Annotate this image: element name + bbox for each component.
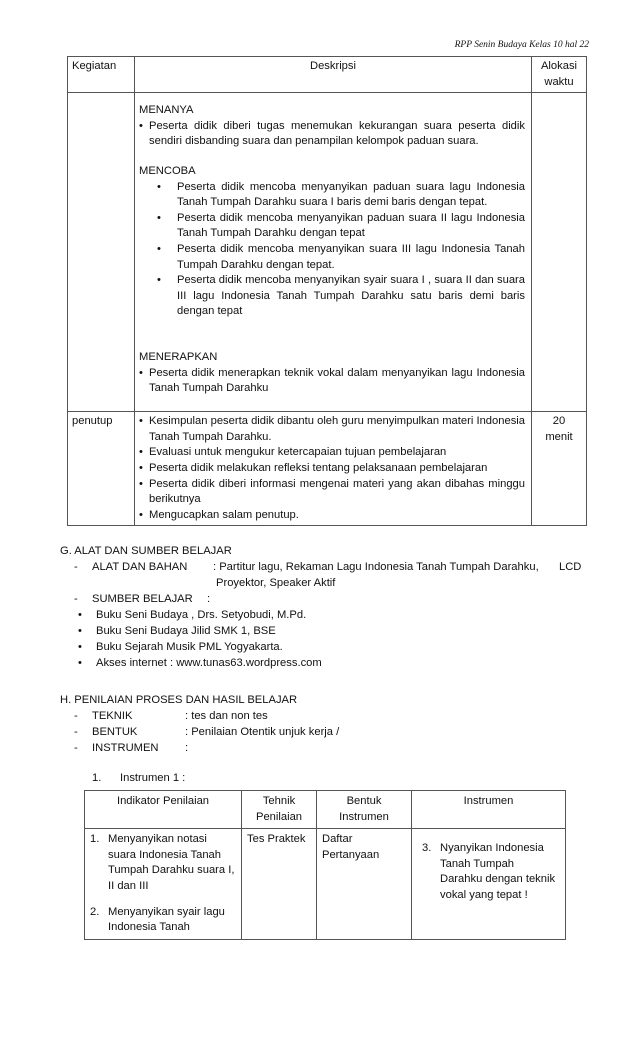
instrumen-label: INSTRUMEN	[92, 742, 159, 754]
list-item: • Peserta didik mencoba menyanyikan paduan suara II lagu Indonesia Tanah Tumpah Darahku dengan tepat	[157, 211, 525, 240]
list-item: 1. Menyanyikan notasi suara Indonesia Tanah Tumpah Darahku suara I, II dan III	[90, 833, 235, 892]
sumber-colon: :	[207, 593, 211, 605]
bullet-icon: •	[78, 609, 82, 621]
alokasi-unit: menit	[545, 430, 573, 443]
list-item: • Peserta didik mencoba menyanyikan suara III lagu Indonesia Tanah Tumpah Darahku dengan tepat.	[157, 242, 525, 271]
assessment-header	[85, 791, 566, 829]
header-instrumen: Instrumen	[412, 791, 566, 829]
alokasi-number: 20	[552, 415, 566, 428]
header-indikator: Indikator Penilaian	[85, 791, 242, 829]
source-item: Akses internet : www.tunas63.wordpress.com	[96, 657, 322, 669]
instrumen-value: :	[185, 742, 189, 754]
dash-icon: -	[74, 742, 78, 754]
alat-value-1b: LCD	[559, 561, 582, 573]
activity-row-inti	[68, 93, 587, 412]
menanya-title: MENANYA	[139, 104, 194, 117]
activity-row-penutup	[68, 412, 587, 526]
dash-icon: -	[74, 561, 78, 573]
instrumen-list	[422, 841, 557, 903]
list-item: • Peserta didik mencoba menyanyikan syair suara I , suara II dan suara III lagu Indonesia Tanah Tumpah Darahku satu baris demi baris dengan tepat	[157, 274, 525, 318]
page-header: RPP Senin Budaya Kelas 10 hal 22	[454, 40, 589, 50]
activity-table-header	[68, 57, 587, 93]
alat-label: ALAT DAN BAHAN	[92, 561, 188, 573]
bullet-icon: •	[78, 657, 82, 669]
header-alokasi: Alokasi waktu	[532, 57, 587, 93]
list-item: • Kesimpulan peserta didik dibantu oleh guru menyimpulkan materi Indonesia Tanah Tumpah Darahku.	[139, 415, 525, 443]
activity-table	[67, 56, 587, 526]
menanya-list	[139, 119, 525, 150]
source-item: Buku Seni Budaya , Drs. Setyobudi, M.Pd.	[96, 609, 307, 621]
bentuk-label: BENTUK	[92, 726, 138, 738]
section-g-title: G. ALAT DAN SUMBER BELAJAR	[60, 545, 232, 557]
header-kegiatan: Kegiatan	[68, 57, 135, 93]
bentuk-cell: Daftar Pertanyaan	[317, 829, 412, 940]
teknik-value: : tes dan non tes	[185, 710, 268, 722]
assessment-row	[85, 829, 566, 940]
list-item: • Peserta didik menerapkan teknik vokal dalam menyanyikan lagu Indonesia Tanah Tumpah Darahku	[139, 366, 525, 395]
alat-value-2: Proyektor, Speaker Aktif	[216, 577, 336, 589]
bullet-icon: •	[78, 641, 82, 653]
section-h-title: H. PENILAIAN PROSES DAN HASIL BELAJAR	[60, 694, 298, 706]
list-item: • Peserta didik diberi tugas menemukan kekurangan suara peserta didik sendiri disbanding suara dan penampilan kelompok paduan suara.	[139, 119, 525, 148]
bullet-icon: •	[78, 625, 82, 637]
source-item: Buku Seni Budaya Jilid SMK 1, BSE	[96, 625, 276, 637]
menerapkan-list	[139, 366, 525, 397]
mencoba-title: MENCOBA	[139, 164, 196, 177]
list-item: • Peserta didik melakukan refleksi tentang pelaksanaan pembelajaran	[139, 461, 488, 474]
header-deskripsi: Deskripsi	[135, 57, 532, 93]
assessment-table	[84, 790, 566, 940]
list-item: • Evaluasi untuk mengukur ketercapaian tujuan pembelajaran	[139, 446, 447, 459]
sumber-label: SUMBER BELAJAR	[92, 593, 193, 605]
list-item: • Peserta didik diberi informasi mengenai materi yang akan dibahas minggu berikutnya	[139, 477, 525, 506]
dash-icon: -	[74, 726, 78, 738]
list-item: 3. Nyanyikan Indonesia Tanah Tumpah Darahku dengan teknik vokal yang tepat !	[422, 842, 556, 901]
tehnik-cell: Tes Praktek	[242, 829, 317, 940]
list-item: 2. Menyanyikan syair lagu Indonesia Tanah	[90, 905, 225, 934]
teknik-label: TEKNIK	[92, 710, 133, 722]
list-item: • Mengucapkan salam penutup.	[139, 508, 299, 521]
indikator-list	[90, 832, 236, 936]
instrumen-heading: Instrumen 1 :	[120, 772, 186, 784]
header-bentuk: Bentuk Instrumen	[317, 791, 412, 829]
menerapkan-title: MENERAPKAN	[139, 350, 218, 363]
mencoba-list	[139, 180, 525, 320]
list-item: • Peserta didik mencoba menyanyikan paduan suara lagu Indonesia Tanah Tumpah Darahku suara I baris demi baris dengan tepat.	[157, 180, 525, 209]
dash-icon: -	[74, 710, 78, 722]
bentuk-value: : Penilaian Otentik unjuk kerja /	[185, 726, 340, 738]
kegiatan-penutup: penutup	[68, 412, 135, 526]
source-item: Buku Sejarah Musik PML Yogyakarta.	[96, 641, 283, 653]
header-tehnik: Tehnik Penilaian	[242, 791, 317, 829]
alat-value-1: : Partitur lagu, Rekaman Lagu Indonesia Tanah Tumpah Darahku,	[213, 561, 539, 573]
dash-icon: -	[74, 593, 78, 605]
penutup-list	[139, 414, 525, 523]
instrumen-number: 1.	[92, 772, 102, 784]
